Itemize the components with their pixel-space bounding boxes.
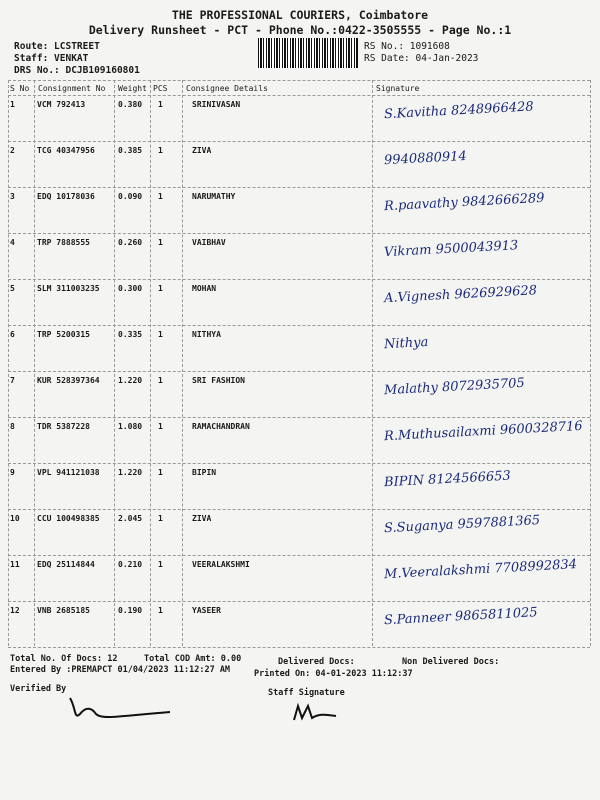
grid-hline xyxy=(8,647,590,648)
row-pcs: 1 xyxy=(158,514,163,523)
printed-on: Printed On: 04-01-2023 11:12:37 xyxy=(254,669,413,679)
row-consignment: CCU 100498385 xyxy=(37,514,100,523)
row-consignee-name: BIPIN xyxy=(192,468,217,477)
row-sno: 7 xyxy=(10,376,15,385)
col-signature: Signature xyxy=(376,84,420,93)
row-pcs: 1 xyxy=(158,376,163,385)
row-consignment: TRP 7888555 xyxy=(37,238,90,247)
row-sno: 11 xyxy=(10,560,20,569)
row-consignee-name: NARUMATHY xyxy=(192,192,236,201)
handwritten-signature: 9940880914 xyxy=(383,148,468,169)
row-consignment: KUR 528397364 xyxy=(37,376,100,385)
staff-signature-label: Staff Signature xyxy=(268,688,345,698)
row-sno: 9 xyxy=(10,468,15,477)
row-sno: 12 xyxy=(10,606,20,615)
rs-number: RS No.: 1091608 xyxy=(364,41,450,52)
row-pcs: 1 xyxy=(158,330,163,339)
grid-vline xyxy=(150,80,151,646)
row-weight: 0.335 xyxy=(118,330,143,339)
staff-signature-scribble xyxy=(290,700,350,725)
row-consignment: VNB 2685185 xyxy=(37,606,90,615)
grid-hline xyxy=(8,555,590,556)
total-cod: Total COD Amt: 0.00 xyxy=(144,654,242,664)
col-sno: S No xyxy=(10,84,30,93)
handwritten-signature: S.Panneer 9865811025 xyxy=(383,605,538,629)
handwritten-signature: S.Kavitha 8248966428 xyxy=(383,99,535,123)
grid-hline xyxy=(8,509,590,510)
row-weight: 1.080 xyxy=(118,422,143,431)
grid-hline xyxy=(8,80,590,81)
row-weight: 2.045 xyxy=(118,514,143,523)
row-sno: 10 xyxy=(10,514,20,523)
grid-vline xyxy=(34,80,35,646)
handwritten-signature: BIPIN 8124566653 xyxy=(383,468,512,491)
row-pcs: 1 xyxy=(158,100,163,109)
row-pcs: 1 xyxy=(158,284,163,293)
row-weight: 0.210 xyxy=(118,560,143,569)
drs-label: DRS No.: DCJB109160801 xyxy=(14,65,140,76)
grid-vline xyxy=(372,80,373,646)
grid-hline xyxy=(8,233,590,234)
row-weight: 1.220 xyxy=(118,468,143,477)
row-consignment: TCG 40347956 xyxy=(37,146,95,155)
route-label: Route: LCSTREET xyxy=(14,41,100,52)
row-pcs: 1 xyxy=(158,606,163,615)
row-sno: 3 xyxy=(10,192,15,201)
row-consignee-name: ZIVA xyxy=(192,514,212,523)
row-consignee-name: VEERALAKSHMI xyxy=(192,560,250,569)
document-subtitle: Delivery Runsheet - PCT - Phone No.:0422-3505555 - Page No.:1 xyxy=(88,23,512,37)
grid-vline xyxy=(8,80,9,646)
verified-by-label: Verified By xyxy=(10,684,67,694)
col-consignee: Consignee Details xyxy=(186,84,268,93)
grid-hline xyxy=(8,187,590,188)
col-consignment: Consignment No xyxy=(38,84,106,93)
row-consignee-name: SRI FASHION xyxy=(192,376,245,385)
grid-vline xyxy=(114,80,115,646)
row-sno: 2 xyxy=(10,146,15,155)
row-sno: 5 xyxy=(10,284,15,293)
grid-hline xyxy=(8,279,590,280)
row-pcs: 1 xyxy=(158,560,163,569)
row-consignment: EDQ 25114844 xyxy=(37,560,95,569)
total-docs: Total No. Of Docs: 12 xyxy=(10,654,118,664)
row-consignee-name: RAMACHANDRAN xyxy=(192,422,250,431)
row-pcs: 1 xyxy=(158,468,163,477)
row-pcs: 1 xyxy=(158,146,163,155)
handwritten-signature: M.Veeralakshmi 7708992834 xyxy=(383,557,578,583)
row-weight: 0.190 xyxy=(118,606,143,615)
row-sno: 4 xyxy=(10,238,15,247)
row-consignment: TRP 5200315 xyxy=(37,330,90,339)
handwritten-signature: R.Muthusailaxmi 9600328716 xyxy=(383,418,583,445)
col-pcs: PCS xyxy=(153,84,168,93)
handwritten-signature: Nithya xyxy=(383,334,429,353)
staff-label: Staff: VENKAT xyxy=(14,53,89,64)
grid-vline xyxy=(182,80,183,646)
row-sno: 6 xyxy=(10,330,15,339)
grid-hline xyxy=(8,417,590,418)
row-pcs: 1 xyxy=(158,422,163,431)
row-weight: 0.090 xyxy=(118,192,143,201)
handwritten-signature: Malathy 8072935705 xyxy=(383,375,526,399)
barcode xyxy=(258,38,358,68)
rs-date: RS Date: 04-Jan-2023 xyxy=(364,53,479,64)
verified-signature-scribble xyxy=(40,690,180,730)
grid-hline xyxy=(8,371,590,372)
row-weight: 1.220 xyxy=(118,376,143,385)
row-pcs: 1 xyxy=(158,192,163,201)
row-consignee-name: ZIVA xyxy=(192,146,212,155)
row-consignment: VPL 941121038 xyxy=(37,468,100,477)
col-weight: Weight xyxy=(118,84,147,93)
grid-hline xyxy=(8,141,590,142)
row-weight: 0.380 xyxy=(118,100,143,109)
row-consignee-name: MOHAN xyxy=(192,284,217,293)
handwritten-signature: S.Suganya 9597881365 xyxy=(383,513,541,537)
row-consignment: VCM 792413 xyxy=(37,100,86,109)
non-delivered-docs: Non Delivered Docs: xyxy=(402,657,500,667)
grid-hline xyxy=(8,463,590,464)
row-consignment: TDR 5387228 xyxy=(37,422,90,431)
row-consignee-name: NITHYA xyxy=(192,330,221,339)
grid-hline xyxy=(8,601,590,602)
row-weight: 0.300 xyxy=(118,284,143,293)
handwritten-signature: A.Vignesh 9626929628 xyxy=(383,283,538,307)
row-consignment: EDQ 10178036 xyxy=(37,192,95,201)
handwritten-signature: Vikram 9500043913 xyxy=(383,238,519,261)
entered-by: Entered By :PREMAPCT 01/04/2023 11:12:27 AM xyxy=(10,665,231,675)
grid-vline xyxy=(590,80,591,646)
row-pcs: 1 xyxy=(158,238,163,247)
row-consignee-name: SRINIVASAN xyxy=(192,100,241,109)
row-sno: 8 xyxy=(10,422,15,431)
row-consignee-name: YASEER xyxy=(192,606,221,615)
handwritten-signature: R.paavathy 9842666289 xyxy=(383,190,545,215)
row-consignee-name: VAIBHAV xyxy=(192,238,226,247)
grid-hline xyxy=(8,325,590,326)
row-sno: 1 xyxy=(10,100,15,109)
document-title: THE PROFESSIONAL COURIERS, Coimbatore xyxy=(171,8,429,22)
row-weight: 0.385 xyxy=(118,146,143,155)
row-consignment: SLM 311003235 xyxy=(37,284,100,293)
row-weight: 0.260 xyxy=(118,238,143,247)
delivered-docs: Delivered Docs: xyxy=(278,657,355,667)
grid-hline xyxy=(8,95,590,96)
